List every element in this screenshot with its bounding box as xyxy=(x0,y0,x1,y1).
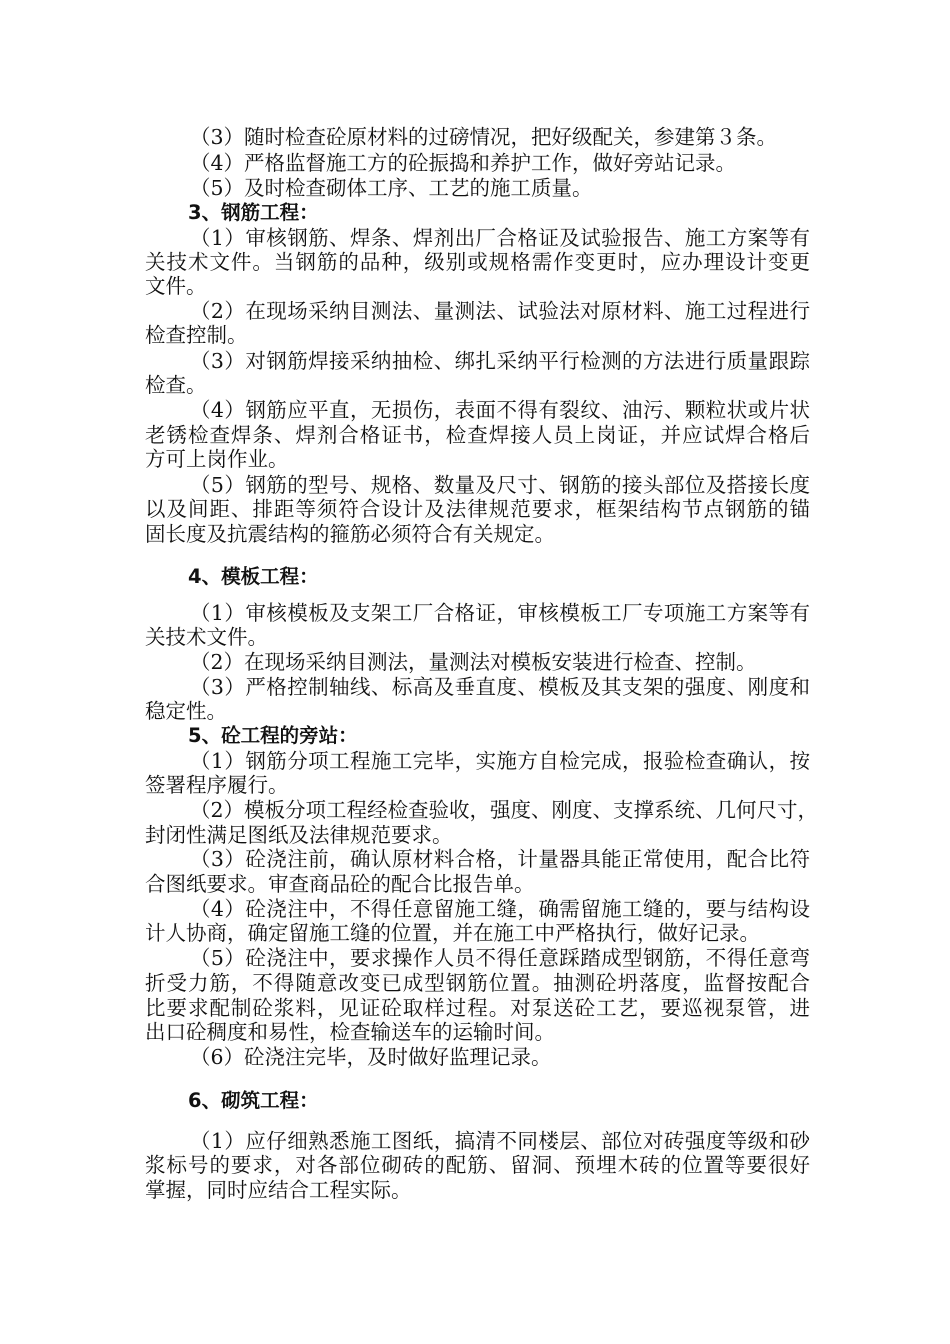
paragraph-line: 计人协商，确定留施工缝的位置，并在施工中严格执行，做好记录。 xyxy=(145,921,760,945)
section-heading-concrete: 5、砼工程的旁站： xyxy=(188,724,358,747)
paragraph-line: 固长度及抗震结构的箍筋必须符合有关规定。 xyxy=(145,522,555,546)
paragraph-line: （5）及时检查砌体工序、工艺的施工质量。 xyxy=(190,176,593,200)
paragraph-line: 稳定性。 xyxy=(145,699,227,723)
paragraph-line: （4）严格监督施工方的砼振捣和养护工作，做好旁站记录。 xyxy=(190,151,737,175)
paragraph-line: （5）钢筋的型号、规格、数量及尺寸、钢筋的接头部位及搭接长度 xyxy=(190,473,810,497)
paragraph-line: 浆标号的要求，对各部位砌砖的配筋、留洞、预埋木砖的位置等要很好 xyxy=(145,1153,810,1177)
paragraph-line: 关技术文件。 xyxy=(145,625,268,649)
paragraph-line: （2）在现场采纳目测法，量测法对模板安装进行检查、控制。 xyxy=(190,650,757,674)
paragraph-line: 合图纸要求。审查商品砼的配合比报告单。 xyxy=(145,872,535,896)
paragraph-line: （4）砼浇注中，不得任意留施工缝，确需留施工缝的，要与结构设 xyxy=(190,897,810,921)
paragraph-line: 封闭性满足图纸及法律规范要求。 xyxy=(145,823,453,847)
paragraph-line: 老锈检查焊条、焊剂合格证书，检查焊接人员上岗证，并应试焊合格后 xyxy=(145,423,810,447)
paragraph-line: （5）砼浇注中，要求操作人员不得任意踩踏成型钢筋，不得任意弯 xyxy=(190,946,810,970)
paragraph-line: 以及间距、排距等须符合设计及法律规范要求，框架结构节点钢筋的锚 xyxy=(145,497,810,521)
paragraph-line: 关技术文件。当钢筋的品种，级别或规格需作变更时，应办理设计变更 xyxy=(145,250,810,274)
paragraph-line: （1）应仔细熟悉施工图纸，搞清不同楼层、部位对砖强度等级和砂 xyxy=(190,1129,810,1153)
paragraph-line: 检查。 xyxy=(145,373,207,397)
paragraph-line: （1）钢筋分项工程施工完毕，实施方自检完成，报验检查确认，按 xyxy=(190,749,810,773)
section-heading-rebar: 3、钢筋工程： xyxy=(188,201,319,224)
paragraph-line: 折受力筋，不得随意改变已成型钢筋位置。抽测砼坍落度，监督按配合 xyxy=(145,971,810,995)
paragraph-line: 文件。 xyxy=(145,274,207,298)
paragraph-line: （3）对钢筋焊接采纳抽检、绑扎采纳平行检测的方法进行质量跟踪 xyxy=(190,349,810,373)
paragraph-line: （1）审核钢筋、焊条、焊剂出厂合格证及试验报告、施工方案等有 xyxy=(190,226,810,250)
paragraph-line: 检查控制。 xyxy=(145,323,248,347)
paragraph-line: 方可上岗作业。 xyxy=(145,447,289,471)
paragraph-line: 比要求配制砼浆料，见证砼取样过程。对泵送砼工艺，要巡视泵管，进 xyxy=(145,996,810,1020)
paragraph-line: （3）严格控制轴线、标高及垂直度、模板及其支架的强度、刚度和 xyxy=(190,675,810,699)
section-heading-formwork: 4、模板工程： xyxy=(188,565,319,588)
paragraph-line: （3）砼浇注前，确认原材料合格，计量器具能正常使用，配合比符 xyxy=(190,847,810,871)
paragraph-line: 出口砼稠度和易性，检查输送车的运输时间。 xyxy=(145,1020,555,1044)
paragraph-line: （6）砼浇注完毕，及时做好监理记录。 xyxy=(190,1045,552,1069)
section-heading-masonry: 6、砌筑工程： xyxy=(188,1089,319,1112)
paragraph-line: （2）在现场采纳目测法、量测法、试验法对原材料、施工过程进行 xyxy=(190,299,810,323)
paragraph-line: （1）审核模板及支架工厂合格证，审核模板工厂专项施工方案等有 xyxy=(190,601,810,625)
paragraph-line: 签署程序履行。 xyxy=(145,773,289,797)
paragraph-line: （2）模板分项工程经检查验收，强度、刚度、支撑系统、几何尺寸， xyxy=(190,798,819,822)
paragraph-line: 掌握，同时应结合工程实际。 xyxy=(145,1178,412,1202)
paragraph-line: （4）钢筋应平直，无损伤，表面不得有裂纹、油污、颗粒状或片状 xyxy=(190,398,810,422)
paragraph-line: （3）随时检查砼原材料的过磅情况，把好级配关，参建第３条。 xyxy=(190,125,778,149)
